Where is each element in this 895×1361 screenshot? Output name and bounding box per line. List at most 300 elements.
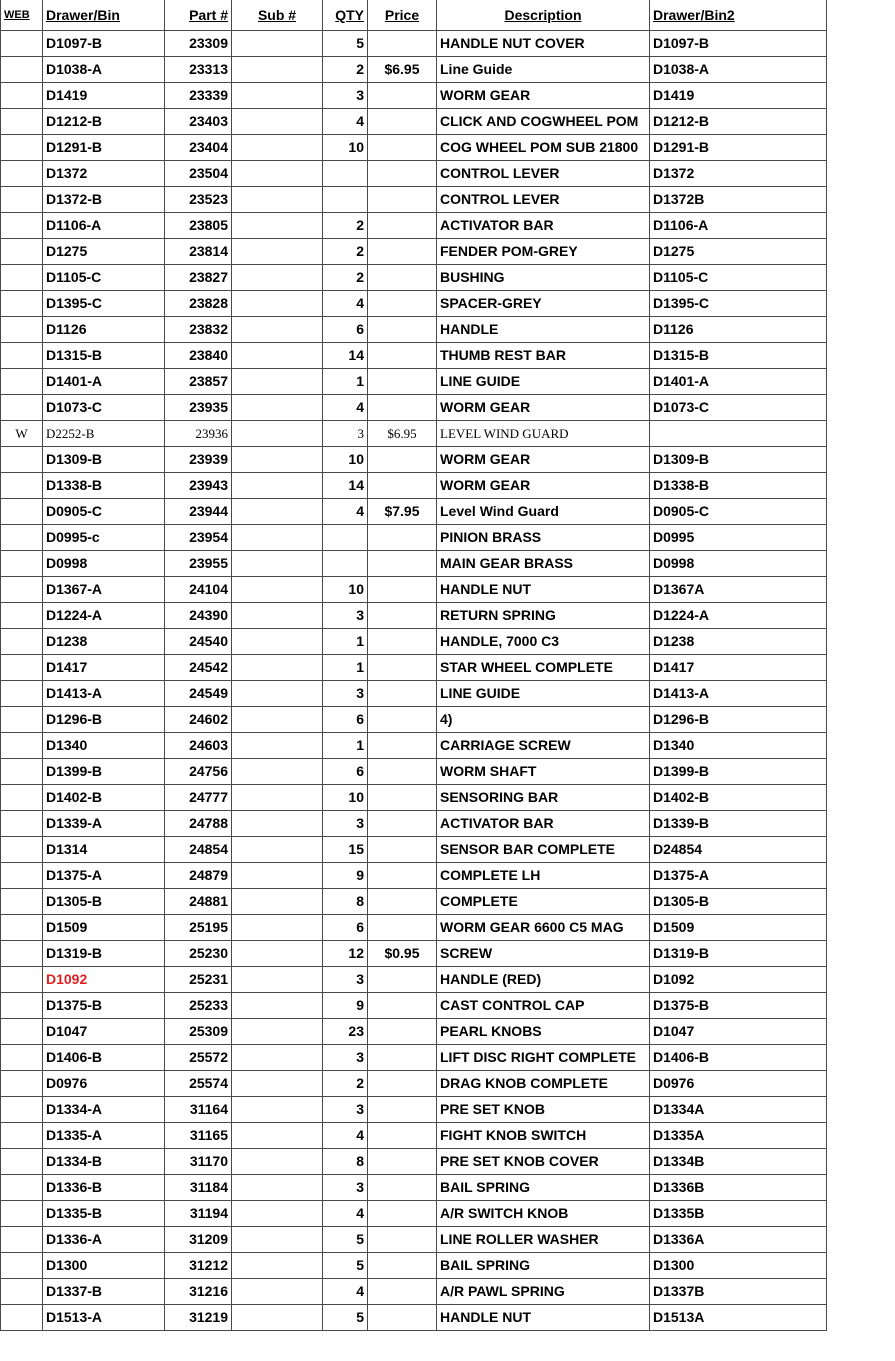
cell-web xyxy=(1,733,43,759)
cell-web xyxy=(1,941,43,967)
cell-part-number: 24756 xyxy=(165,759,232,785)
cell-price xyxy=(368,1305,437,1331)
cell-description: PEARL KNOBS xyxy=(437,1019,650,1045)
cell-web xyxy=(1,369,43,395)
cell-part-number: 31219 xyxy=(165,1305,232,1331)
table-row xyxy=(1,655,827,681)
cell-part-number: 24603 xyxy=(165,733,232,759)
table-row xyxy=(1,343,827,369)
cell-sub-number xyxy=(232,83,323,109)
cell-drawer-bin: D1314 xyxy=(43,837,165,863)
table-row xyxy=(1,1149,827,1175)
cell-qty: 3 xyxy=(323,681,368,707)
cell-price xyxy=(368,1175,437,1201)
cell-qty: 10 xyxy=(323,785,368,811)
cell-drawer-bin: D1401-A xyxy=(43,369,165,395)
cell-description: LEVEL WIND GUARD xyxy=(437,421,650,447)
table-row xyxy=(1,1253,827,1279)
cell-part-number: 31212 xyxy=(165,1253,232,1279)
cell-price xyxy=(368,681,437,707)
cell-description: PINION BRASS xyxy=(437,525,650,551)
cell-drawer-bin2: D1340 xyxy=(650,733,827,759)
cell-sub-number xyxy=(232,1045,323,1071)
cell-price xyxy=(368,83,437,109)
cell-price xyxy=(368,1227,437,1253)
cell-sub-number xyxy=(232,1305,323,1331)
table-row xyxy=(1,967,827,993)
cell-description: WORM GEAR xyxy=(437,473,650,499)
cell-sub-number xyxy=(232,629,323,655)
cell-price xyxy=(368,733,437,759)
cell-sub-number xyxy=(232,1201,323,1227)
cell-web xyxy=(1,811,43,837)
cell-drawer-bin2: D1338-B xyxy=(650,473,827,499)
cell-sub-number xyxy=(232,1097,323,1123)
cell-web xyxy=(1,83,43,109)
cell-sub-number xyxy=(232,239,323,265)
cell-part-number: 24104 xyxy=(165,577,232,603)
cell-part-number: 25572 xyxy=(165,1045,232,1071)
cell-drawer-bin2: D1238 xyxy=(650,629,827,655)
header-price: Price xyxy=(368,0,437,31)
cell-drawer-bin: D1300 xyxy=(43,1253,165,1279)
cell-qty: 3 xyxy=(323,603,368,629)
cell-drawer-bin: D1038-A xyxy=(43,57,165,83)
cell-drawer-bin: D1309-B xyxy=(43,447,165,473)
cell-price xyxy=(368,525,437,551)
cell-part-number: 24549 xyxy=(165,681,232,707)
cell-sub-number xyxy=(232,187,323,213)
cell-web xyxy=(1,1071,43,1097)
cell-description: SENSORING BAR xyxy=(437,785,650,811)
table-row xyxy=(1,317,827,343)
cell-qty: 4 xyxy=(323,291,368,317)
cell-part-number: 31165 xyxy=(165,1123,232,1149)
cell-drawer-bin: D1419 xyxy=(43,83,165,109)
cell-part-number: 24777 xyxy=(165,785,232,811)
table-row xyxy=(1,1045,827,1071)
cell-sub-number xyxy=(232,317,323,343)
cell-sub-number xyxy=(232,395,323,421)
cell-description: WORM SHAFT xyxy=(437,759,650,785)
cell-drawer-bin: D1315-B xyxy=(43,343,165,369)
cell-qty: 4 xyxy=(323,1279,368,1305)
cell-price xyxy=(368,1123,437,1149)
cell-part-number: 31164 xyxy=(165,1097,232,1123)
cell-web xyxy=(1,837,43,863)
cell-price xyxy=(368,343,437,369)
table-row xyxy=(1,57,827,83)
cell-part-number: 24854 xyxy=(165,837,232,863)
cell-drawer-bin2: D1375-B xyxy=(650,993,827,1019)
cell-part-number: 24881 xyxy=(165,889,232,915)
cell-description: COMPLETE LH xyxy=(437,863,650,889)
cell-part-number: 23313 xyxy=(165,57,232,83)
cell-part-number: 31216 xyxy=(165,1279,232,1305)
cell-description: DRAG KNOB COMPLETE xyxy=(437,1071,650,1097)
cell-sub-number xyxy=(232,967,323,993)
cell-web xyxy=(1,343,43,369)
table-row xyxy=(1,603,827,629)
cell-sub-number xyxy=(232,525,323,551)
cell-drawer-bin2: D1375-A xyxy=(650,863,827,889)
cell-qty xyxy=(323,161,368,187)
cell-drawer-bin: D1335-A xyxy=(43,1123,165,1149)
cell-qty: 8 xyxy=(323,1149,368,1175)
cell-qty: 10 xyxy=(323,135,368,161)
cell-drawer-bin: D1296-B xyxy=(43,707,165,733)
cell-description: BAIL SPRING xyxy=(437,1253,650,1279)
cell-qty xyxy=(323,187,368,213)
cell-price xyxy=(368,1253,437,1279)
cell-qty: 1 xyxy=(323,655,368,681)
cell-part-number: 31170 xyxy=(165,1149,232,1175)
cell-price xyxy=(368,239,437,265)
cell-web xyxy=(1,265,43,291)
cell-drawer-bin2: D1296-B xyxy=(650,707,827,733)
table-row xyxy=(1,733,827,759)
cell-web xyxy=(1,889,43,915)
cell-drawer-bin2: D1399-B xyxy=(650,759,827,785)
table-row xyxy=(1,629,827,655)
cell-qty: 14 xyxy=(323,473,368,499)
cell-description: BAIL SPRING xyxy=(437,1175,650,1201)
cell-web xyxy=(1,655,43,681)
cell-price xyxy=(368,161,437,187)
cell-description: RETURN SPRING xyxy=(437,603,650,629)
cell-web xyxy=(1,915,43,941)
cell-drawer-bin: D1126 xyxy=(43,317,165,343)
cell-sub-number xyxy=(232,291,323,317)
cell-description: LINE GUIDE xyxy=(437,369,650,395)
cell-drawer-bin2: D1047 xyxy=(650,1019,827,1045)
cell-price xyxy=(368,317,437,343)
cell-description: ACTIVATOR BAR xyxy=(437,213,650,239)
cell-drawer-bin: D1335-B xyxy=(43,1201,165,1227)
cell-drawer-bin2: D1513A xyxy=(650,1305,827,1331)
cell-part-number: 24542 xyxy=(165,655,232,681)
cell-description: LIFT DISC RIGHT COMPLETE xyxy=(437,1045,650,1071)
cell-drawer-bin2: D1509 xyxy=(650,915,827,941)
header-qty: QTY xyxy=(323,0,368,31)
cell-qty: 3 xyxy=(323,1175,368,1201)
table-row xyxy=(1,187,827,213)
cell-drawer-bin2: D1367A xyxy=(650,577,827,603)
cell-part-number: 25231 xyxy=(165,967,232,993)
cell-sub-number xyxy=(232,1071,323,1097)
cell-qty: 4 xyxy=(323,1123,368,1149)
cell-drawer-bin2: D1212-B xyxy=(650,109,827,135)
cell-description: CONTROL LEVER xyxy=(437,187,650,213)
cell-price xyxy=(368,655,437,681)
cell-qty: 10 xyxy=(323,577,368,603)
table-row xyxy=(1,525,827,551)
table-row xyxy=(1,135,827,161)
cell-price: $6.95 xyxy=(368,57,437,83)
cell-price xyxy=(368,629,437,655)
cell-qty: 9 xyxy=(323,863,368,889)
cell-qty: 23 xyxy=(323,1019,368,1045)
cell-price xyxy=(368,1149,437,1175)
cell-web xyxy=(1,993,43,1019)
cell-sub-number xyxy=(232,863,323,889)
cell-web xyxy=(1,603,43,629)
table-row xyxy=(1,369,827,395)
table-row xyxy=(1,993,827,1019)
cell-qty: 1 xyxy=(323,369,368,395)
cell-web xyxy=(1,499,43,525)
cell-price xyxy=(368,577,437,603)
cell-sub-number xyxy=(232,1149,323,1175)
cell-sub-number xyxy=(232,889,323,915)
cell-web xyxy=(1,785,43,811)
table-row xyxy=(1,1175,827,1201)
cell-drawer-bin: D1047 xyxy=(43,1019,165,1045)
cell-description: MAIN GEAR BRASS xyxy=(437,551,650,577)
cell-drawer-bin: D1106-A xyxy=(43,213,165,239)
cell-web xyxy=(1,239,43,265)
table-row xyxy=(1,577,827,603)
cell-price xyxy=(368,447,437,473)
cell-sub-number xyxy=(232,343,323,369)
cell-drawer-bin2: D1305-B xyxy=(650,889,827,915)
cell-web xyxy=(1,1227,43,1253)
cell-description: HANDLE xyxy=(437,317,650,343)
cell-qty: 4 xyxy=(323,109,368,135)
cell-drawer-bin2: D1126 xyxy=(650,317,827,343)
cell-sub-number xyxy=(232,1253,323,1279)
cell-drawer-bin: D1372 xyxy=(43,161,165,187)
cell-part-number: 23805 xyxy=(165,213,232,239)
header-drawer-bin2: Drawer/Bin2 xyxy=(650,0,827,31)
cell-price xyxy=(368,369,437,395)
cell-part-number: 23309 xyxy=(165,31,232,57)
cell-part-number: 24540 xyxy=(165,629,232,655)
cell-drawer-bin: D1340 xyxy=(43,733,165,759)
cell-drawer-bin2: D1319-B xyxy=(650,941,827,967)
table-row xyxy=(1,681,827,707)
cell-part-number: 25230 xyxy=(165,941,232,967)
cell-web xyxy=(1,135,43,161)
cell-sub-number xyxy=(232,785,323,811)
cell-sub-number xyxy=(232,213,323,239)
cell-qty: 5 xyxy=(323,1305,368,1331)
cell-qty: 10 xyxy=(323,447,368,473)
cell-drawer-bin2: D1336A xyxy=(650,1227,827,1253)
cell-qty: 15 xyxy=(323,837,368,863)
table-row xyxy=(1,161,827,187)
cell-drawer-bin2: D1337B xyxy=(650,1279,827,1305)
cell-drawer-bin2: D1073-C xyxy=(650,395,827,421)
cell-sub-number xyxy=(232,265,323,291)
table-row xyxy=(1,889,827,915)
table-row xyxy=(1,941,827,967)
cell-drawer-bin2: D24854 xyxy=(650,837,827,863)
cell-description: HANDLE, 7000 C3 xyxy=(437,629,650,655)
cell-drawer-bin2: D1092 xyxy=(650,967,827,993)
cell-web xyxy=(1,1019,43,1045)
cell-part-number: 31209 xyxy=(165,1227,232,1253)
cell-drawer-bin: D1338-B xyxy=(43,473,165,499)
cell-drawer-bin: D1305-B xyxy=(43,889,165,915)
cell-sub-number xyxy=(232,837,323,863)
cell-description: LINE ROLLER WASHER xyxy=(437,1227,650,1253)
cell-part-number: 23857 xyxy=(165,369,232,395)
cell-web xyxy=(1,1045,43,1071)
cell-qty xyxy=(323,551,368,577)
cell-qty: 6 xyxy=(323,707,368,733)
cell-qty: 3 xyxy=(323,421,368,447)
cell-drawer-bin2: D1417 xyxy=(650,655,827,681)
cell-description: HANDLE NUT COVER xyxy=(437,31,650,57)
cell-web xyxy=(1,759,43,785)
cell-sub-number xyxy=(232,1279,323,1305)
cell-web xyxy=(1,109,43,135)
cell-web xyxy=(1,1149,43,1175)
cell-web xyxy=(1,551,43,577)
cell-part-number: 23404 xyxy=(165,135,232,161)
cell-drawer-bin2: D1106-A xyxy=(650,213,827,239)
cell-web xyxy=(1,525,43,551)
cell-part-number: 23403 xyxy=(165,109,232,135)
cell-drawer-bin2: D0995 xyxy=(650,525,827,551)
cell-part-number: 25233 xyxy=(165,993,232,1019)
cell-price xyxy=(368,1201,437,1227)
cell-drawer-bin: D1375-B xyxy=(43,993,165,1019)
cell-description: LINE GUIDE xyxy=(437,681,650,707)
cell-sub-number xyxy=(232,681,323,707)
cell-drawer-bin: D1509 xyxy=(43,915,165,941)
cell-qty: 2 xyxy=(323,239,368,265)
cell-drawer-bin2 xyxy=(650,421,827,447)
cell-description: BUSHING xyxy=(437,265,650,291)
cell-web xyxy=(1,577,43,603)
cell-qty: 3 xyxy=(323,83,368,109)
table-row xyxy=(1,447,827,473)
cell-sub-number xyxy=(232,1019,323,1045)
cell-web xyxy=(1,291,43,317)
cell-part-number: 23935 xyxy=(165,395,232,421)
cell-sub-number xyxy=(232,551,323,577)
cell-description: STAR WHEEL COMPLETE xyxy=(437,655,650,681)
cell-web xyxy=(1,707,43,733)
table-row xyxy=(1,291,827,317)
header-drawer-bin: Drawer/Bin xyxy=(43,0,165,31)
cell-price xyxy=(368,187,437,213)
cell-part-number: 23523 xyxy=(165,187,232,213)
cell-description: PRE SET KNOB xyxy=(437,1097,650,1123)
cell-description: SENSOR BAR COMPLETE xyxy=(437,837,650,863)
cell-drawer-bin2: D1291-B xyxy=(650,135,827,161)
cell-drawer-bin: D1212-B xyxy=(43,109,165,135)
cell-part-number: 23840 xyxy=(165,343,232,369)
cell-part-number: 25195 xyxy=(165,915,232,941)
cell-web xyxy=(1,681,43,707)
cell-description: SCREW xyxy=(437,941,650,967)
cell-sub-number xyxy=(232,707,323,733)
cell-web xyxy=(1,161,43,187)
table-row xyxy=(1,1123,827,1149)
cell-description: Line Guide xyxy=(437,57,650,83)
cell-qty: 4 xyxy=(323,499,368,525)
cell-drawer-bin: D1395-C xyxy=(43,291,165,317)
cell-price xyxy=(368,1071,437,1097)
cell-drawer-bin: D1224-A xyxy=(43,603,165,629)
cell-part-number: 23832 xyxy=(165,317,232,343)
cell-drawer-bin2: D0998 xyxy=(650,551,827,577)
cell-description: ACTIVATOR BAR xyxy=(437,811,650,837)
cell-drawer-bin2: D1334B xyxy=(650,1149,827,1175)
cell-qty: 5 xyxy=(323,1227,368,1253)
cell-qty: 8 xyxy=(323,889,368,915)
cell-drawer-bin: D1319-B xyxy=(43,941,165,967)
cell-description: COG WHEEL POM SUB 21800 xyxy=(437,135,650,161)
cell-drawer-bin: D1339-A xyxy=(43,811,165,837)
cell-drawer-bin2: D1419 xyxy=(650,83,827,109)
table-row xyxy=(1,31,827,57)
table-row xyxy=(1,837,827,863)
cell-sub-number xyxy=(232,1227,323,1253)
cell-drawer-bin: D1336-B xyxy=(43,1175,165,1201)
cell-description: COMPLETE xyxy=(437,889,650,915)
cell-qty: 1 xyxy=(323,733,368,759)
cell-sub-number xyxy=(232,447,323,473)
table-row xyxy=(1,109,827,135)
cell-qty: 5 xyxy=(323,1253,368,1279)
cell-part-number: 25574 xyxy=(165,1071,232,1097)
cell-description: HANDLE NUT xyxy=(437,1305,650,1331)
cell-drawer-bin: D1375-A xyxy=(43,863,165,889)
cell-web: W xyxy=(1,421,43,447)
cell-price xyxy=(368,837,437,863)
cell-part-number: 24879 xyxy=(165,863,232,889)
cell-sub-number xyxy=(232,1123,323,1149)
table-row xyxy=(1,1227,827,1253)
cell-drawer-bin2: D1300 xyxy=(650,1253,827,1279)
cell-qty: 2 xyxy=(323,57,368,83)
cell-drawer-bin2: D1334A xyxy=(650,1097,827,1123)
cell-description: WORM GEAR xyxy=(437,83,650,109)
cell-drawer-bin2: D1335B xyxy=(650,1201,827,1227)
cell-drawer-bin: D2252-B xyxy=(43,421,165,447)
cell-drawer-bin2: D1335A xyxy=(650,1123,827,1149)
cell-sub-number xyxy=(232,499,323,525)
cell-price xyxy=(368,291,437,317)
cell-price: $0.95 xyxy=(368,941,437,967)
cell-price xyxy=(368,707,437,733)
cell-price xyxy=(368,473,437,499)
cell-sub-number xyxy=(232,109,323,135)
cell-part-number: 23504 xyxy=(165,161,232,187)
cell-drawer-bin: D0976 xyxy=(43,1071,165,1097)
cell-qty: 14 xyxy=(323,343,368,369)
cell-drawer-bin: D1336-A xyxy=(43,1227,165,1253)
cell-qty: 1 xyxy=(323,629,368,655)
cell-description: PRE SET KNOB COVER xyxy=(437,1149,650,1175)
cell-qty: 3 xyxy=(323,967,368,993)
table-row xyxy=(1,1071,827,1097)
cell-web xyxy=(1,1123,43,1149)
table-row xyxy=(1,863,827,889)
cell-price xyxy=(368,1279,437,1305)
table-row xyxy=(1,1305,827,1331)
cell-sub-number xyxy=(232,759,323,785)
cell-qty: 12 xyxy=(323,941,368,967)
cell-description: THUMB REST BAR xyxy=(437,343,650,369)
cell-price xyxy=(368,967,437,993)
cell-sub-number xyxy=(232,915,323,941)
cell-sub-number xyxy=(232,135,323,161)
